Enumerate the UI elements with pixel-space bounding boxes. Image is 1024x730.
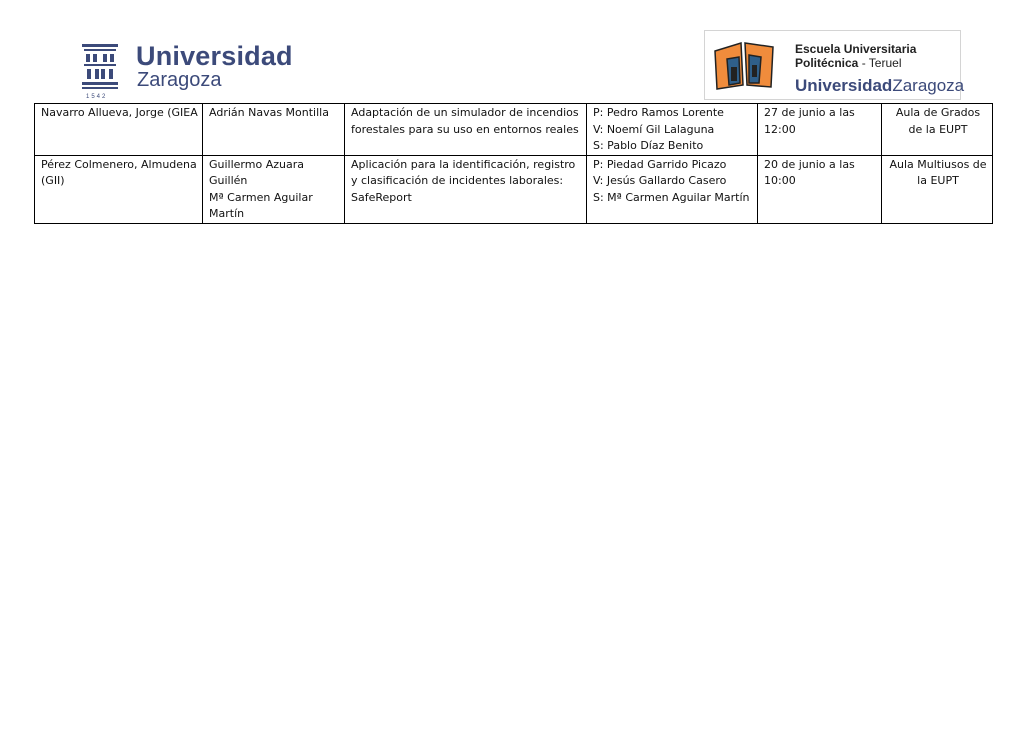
universidad-zaragoza-logo xyxy=(80,40,300,102)
logo-city-word: Zaragoza xyxy=(137,69,222,91)
tribunal-vocal: V: Noemí Gil Lalaguna xyxy=(593,122,715,136)
eupt-university-line xyxy=(795,76,964,96)
student-cell: Pérez Colmenero, Almudena (GII) xyxy=(35,155,203,223)
eupt-name-teruel: - Teruel xyxy=(858,56,902,70)
tribunal-secretary: S: Pablo Díaz Benito xyxy=(593,139,704,152)
directors-cell xyxy=(203,155,345,223)
director-name: Mª Carmen Aguilar Martín xyxy=(209,190,313,220)
student-cell: Navarro Allueva, Jorge (GIEA xyxy=(35,104,203,156)
directors-cell xyxy=(203,104,345,156)
eupt-university-word: Universidad xyxy=(795,76,893,95)
tribunal-cell xyxy=(587,155,758,223)
defense-schedule-table xyxy=(34,103,993,224)
tribunal-secretary: S: Mª Carmen Aguilar Martín xyxy=(593,190,750,204)
tribunal-vocal: V: Jesús Gallardo Casero xyxy=(593,174,727,187)
eupt-city-word: Zaragoza xyxy=(892,76,965,95)
table-row xyxy=(35,104,993,156)
table-row xyxy=(35,155,993,223)
director-name: Guillermo Azuara Guillén xyxy=(209,157,304,187)
eupt-name-politecnica: Politécnica xyxy=(795,56,859,70)
datetime-cell: 27 de junio a las 12:00 xyxy=(758,104,882,156)
logo-university-word: Universidad xyxy=(136,41,293,71)
director-name: Adrián Navas Montilla xyxy=(209,106,329,119)
room-cell: Aula Multiusos de la EUPT xyxy=(882,155,993,223)
eupt-name-line1: Escuela Universitaria xyxy=(795,42,917,56)
tribunal-president: P: Piedad Garrido Picazo xyxy=(593,157,727,171)
logo-founding-year: 1542 xyxy=(86,94,108,100)
project-title-cell: Adaptación de un simulador de incendios forestales para su uso en entornos reales xyxy=(345,104,587,156)
room-cell: Aula de Grados de la EUPT xyxy=(882,104,993,156)
datetime-cell: 20 de junio a las 10:00 xyxy=(758,155,882,223)
tribunal-president: P: Pedro Ramos Lorente xyxy=(593,106,724,119)
project-title-cell: Aplicación para la identificación, registro y clasificación de incidentes laborales: SafeReport xyxy=(345,155,587,223)
page-header xyxy=(0,0,1024,104)
eupt-logo xyxy=(704,30,965,100)
university-building-icon xyxy=(80,42,120,100)
tribunal-cell xyxy=(587,104,758,156)
eupt-name-line2 xyxy=(795,56,902,70)
eupt-emblem-icon xyxy=(709,37,781,95)
